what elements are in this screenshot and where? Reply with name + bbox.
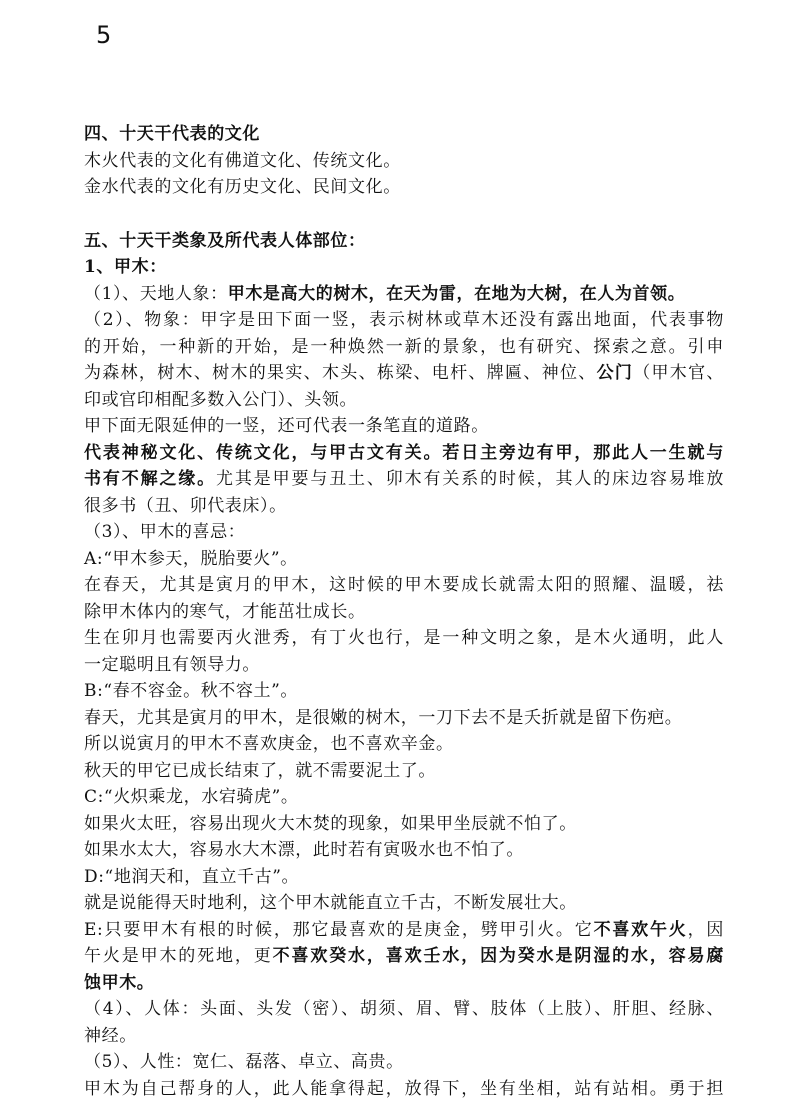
text-line (84, 228, 724, 255)
text-line (84, 546, 724, 573)
text-line (84, 731, 724, 758)
document-body (84, 121, 724, 1102)
text-line (84, 625, 724, 652)
text-line (84, 705, 724, 732)
text-line (84, 572, 724, 599)
text-run: 所以说寅月的甲木不喜欢庚金，也不喜欢辛金。 (84, 734, 454, 754)
text-line (84, 334, 724, 361)
text-line (84, 890, 724, 917)
bold-text: 不喜欢癸水，喜欢壬水，因为癸水是阴湿的水，容易腐 (273, 946, 724, 966)
text-run: A:“甲木参天，脱胎要火”。 (84, 549, 298, 569)
text-run: 甲木为自己帮身的人，此人能拿得起，放得下，坐有坐相，站有站相。勇于担 (84, 1079, 724, 1099)
text-run: 尤其是甲要与丑土、卯木有关系的时候，其人的床边容易堆放 (216, 469, 724, 489)
text-run: 印或官印相配多数入公门）、头领。 (84, 390, 357, 410)
text-run: 一定聪明且有领导力。 (84, 655, 260, 675)
text-line (84, 678, 724, 705)
text-run: 的开始，一种新的开始，是一种焕然一新的景象，也有研究、探索之意。引申 (84, 337, 724, 357)
text-line (84, 519, 724, 546)
text-run: C:“火炽乘龙，水宕骑虎”。 (84, 787, 299, 807)
text-line (84, 758, 724, 785)
text-run: （1）、天地人象： (84, 284, 228, 304)
text-line (84, 1076, 724, 1102)
text-line (84, 440, 724, 467)
text-line (84, 466, 724, 493)
text-run: 午火是甲木的死地，更 (84, 946, 273, 966)
text-line (84, 837, 724, 864)
text-run: 很多书（丑、卯代表床）。 (84, 496, 287, 516)
text-run: 在春天，尤其是寅月的甲木，这时候的甲木要成长就需太阳的照耀、温暖，祛 (84, 575, 724, 595)
text-run: （5）、人性：宽仁、磊落、卓立、高贵。 (84, 1052, 404, 1072)
text-run: B:“春不容金。秋不容土”。 (84, 681, 298, 701)
text-line (84, 599, 724, 626)
text-line (84, 943, 724, 970)
text-line (84, 413, 724, 440)
text-line (84, 148, 724, 175)
text-run: 生在卯月也需要丙火泄秀，有丁火也行，是一种文明之象，是木火通明，此人 (84, 628, 724, 648)
bold-text: 1、甲木： (84, 257, 167, 277)
text-run: 如果水太大，容易水大木漂，此时若有寅吸水也不怕了。 (84, 840, 524, 860)
text-run: E:只要甲木有根的时候，那它最喜欢的是庚金，劈甲引火。它 (84, 920, 594, 940)
text-run: 除甲木体内的寒气，才能茁壮成长。 (84, 602, 366, 622)
text-run: （4）、人体：头面、头发（密）、胡须、眉、臂、肢体（上肢）、肝胆、经脉、 (84, 999, 724, 1019)
text-line (84, 281, 724, 308)
page-number: 5 (96, 20, 111, 50)
text-run: ，因 (688, 920, 724, 940)
text-run: 就是说能得天时地利，这个甲木就能直立千古，不断发展壮大。 (84, 893, 577, 913)
text-line (84, 917, 724, 944)
bold-text: 公门 (597, 363, 634, 383)
text-run: D:“地润天和，直立千古”。 (84, 867, 299, 887)
text-line (84, 493, 724, 520)
text-line (84, 360, 724, 387)
text-line (84, 970, 724, 997)
bold-text: 四、十天干代表的文化 (84, 124, 260, 144)
bold-text: 五、十天干类象及所代表人体部位： (84, 231, 366, 251)
text-run: （甲木官、 (633, 363, 724, 383)
text-line (84, 121, 724, 148)
text-line (84, 652, 724, 679)
text-run: 秋天的甲它已成长结束了，就不需要泥土了。 (84, 761, 436, 781)
text-run: 如果火太旺，容易出现火大木焚的现象，如果甲坐辰就不怕了。 (84, 814, 577, 834)
text-run: （2）、物象：甲字是田下面一竖，表示树林或草木还没有露出地面，代表事物 (84, 310, 724, 330)
text-run: 春天，尤其是寅月的甲木，是很嫩的树木，一刀下去不是夭折就是留下伤疤。 (84, 708, 682, 728)
bold-text: 代表神秘文化、传统文化，与甲古文有关。若日主旁边有甲，那此人一生就与 (84, 443, 724, 463)
text-line (84, 387, 724, 414)
text-run: 为森林，树木、树木的果实、木头、栋梁、电杆、牌匾、神位、 (84, 363, 597, 383)
text-run: （3）、甲木的喜忌： (84, 522, 245, 542)
blank-line (84, 201, 724, 228)
text-line (84, 864, 724, 891)
bold-text: 书有不解之缘。 (84, 469, 216, 489)
text-line (84, 811, 724, 838)
bold-text: 不喜欢午火 (594, 920, 688, 940)
text-line (84, 996, 724, 1023)
bold-text: 蚀甲木。 (84, 973, 154, 993)
text-line (84, 784, 724, 811)
bold-text: 甲木是高大的树木，在天为雷，在地为大树，在人为首领。 (228, 284, 686, 304)
text-line (84, 1023, 724, 1050)
text-run: 神经。 (84, 1026, 137, 1046)
text-line (84, 174, 724, 201)
text-line (84, 254, 724, 281)
text-line (84, 307, 724, 334)
text-run: 木火代表的文化有佛道文化、传统文化。 (84, 151, 401, 171)
text-run: 金水代表的文化有历史文化、民间文化。 (84, 177, 401, 197)
text-line (84, 1049, 724, 1076)
text-run: 甲下面无限延伸的一竖，还可代表一条笔直的道路。 (84, 416, 489, 436)
